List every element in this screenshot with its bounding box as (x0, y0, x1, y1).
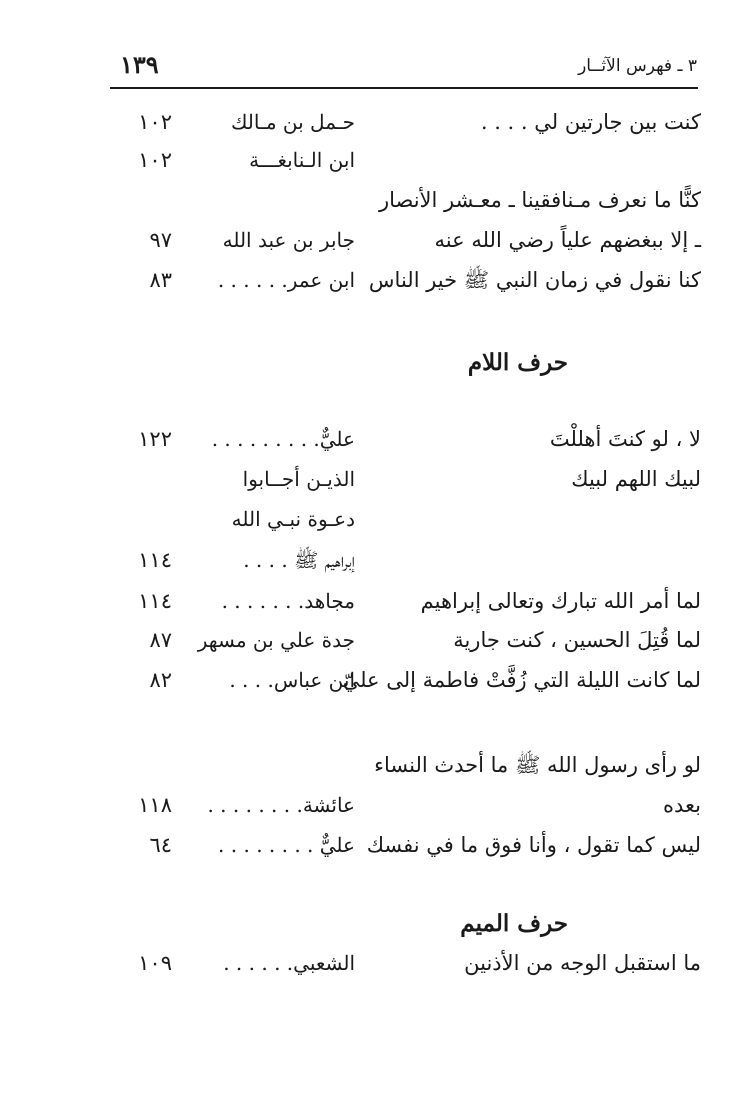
section-heading-mim: حرف الميم (460, 910, 568, 937)
index-entry (0, 622, 753, 658)
entry-narrator: ابن عباس. . . . (229, 668, 355, 692)
entry-text: لما أمر الله تبارك وتعالى إبراهيم (420, 589, 701, 613)
entry-page: ١٠٩ (138, 951, 172, 975)
entry-text: كنا نقول في زمان النبي ﷺ خير الناس (368, 268, 701, 292)
running-header-title: ٣ ـ فهرس الآثــار (578, 56, 697, 76)
entry-text: لما كانت الليلة التي زُفَّتْ فاطمة إلى عليّ (342, 668, 701, 692)
index-entry (0, 104, 753, 140)
section-heading-lam: حرف اللام (467, 349, 568, 376)
entry-page: ٩٧ (149, 228, 172, 252)
index-entry (0, 787, 753, 823)
index-entry (0, 662, 753, 698)
entry-text: كنًّا ما نعرف مـنافقينا ـ معـشر الأنصار (378, 188, 701, 212)
entry-text: ما استقبل الوجه من الأذنين (464, 951, 701, 975)
entry-narrator: عليٌّ . . . . . . . . (218, 833, 355, 857)
entry-text: ـ إلا ببغضهم علياً رضي الله عنه (434, 228, 701, 252)
entry-text: لو رأى رسول الله ﷺ ما أحدث النساء (374, 753, 701, 777)
entry-narrator: عائشة. . . . . . . . (207, 793, 355, 817)
entry-page: ١١٤ (138, 548, 172, 572)
entry-text: بعده (662, 793, 701, 817)
index-entry (0, 262, 753, 298)
index-entry (0, 542, 753, 578)
page-number: ١٣٩ (120, 50, 159, 79)
index-entry (0, 945, 753, 981)
entry-narrator: جدة علي بن مسهر (197, 628, 355, 652)
index-entry (0, 461, 753, 497)
entry-narrator: ابن الـنابغـــة (249, 148, 355, 172)
index-entry (0, 222, 753, 258)
index-entry (0, 421, 753, 457)
entry-page: ٨٢ (149, 668, 172, 692)
entry-page: ١١٨ (138, 793, 172, 817)
entry-page: ١٢٢ (138, 427, 172, 451)
entry-page: ١٠٢ (138, 148, 172, 172)
entry-page: ٦٤ (149, 833, 172, 857)
entry-text: لبيك اللهم لبيك (571, 467, 701, 491)
entry-narrator: جابر بن عبد الله (222, 228, 355, 252)
entry-narrator: دعـوة نبـي الله (231, 507, 355, 531)
entry-narrator: عليٌّ. . . . . . . . . (211, 427, 355, 451)
entry-text: لما قُتِلَ الحسين ، كنت جارية (453, 628, 701, 652)
entry-narrator: الذيـن أجــابوا (242, 467, 355, 491)
entry-text: لا ، لو كنتَ أهللْتَ (549, 427, 701, 451)
entry-page: ١٠٢ (138, 110, 172, 134)
entry-text: ليس كما تقول ، وأنا فوق ما في نفسك (366, 833, 701, 857)
index-entry (0, 182, 753, 218)
entry-narrator: مجاهد. . . . . . . (221, 589, 355, 613)
entry-text: كنت بين جارتين لي . . . . (480, 110, 701, 134)
entry-page: ٨٣ (149, 268, 172, 292)
entry-narrator: حـمل بن مـالك (230, 110, 355, 134)
index-entry (0, 142, 753, 178)
entry-page: ١١٤ (138, 589, 172, 613)
entry-narrator: ابن عمر. . . . . . (217, 268, 355, 292)
entry-narrator: إبراهيم ﷺ . . . . (243, 548, 355, 572)
entry-page: ٨٧ (149, 628, 172, 652)
index-entry (0, 747, 753, 783)
index-entry (0, 501, 753, 537)
index-entry (0, 827, 753, 863)
index-entry (0, 583, 753, 619)
header-rule (110, 87, 698, 89)
entry-narrator: الشعبي. . . . . . (223, 951, 355, 975)
